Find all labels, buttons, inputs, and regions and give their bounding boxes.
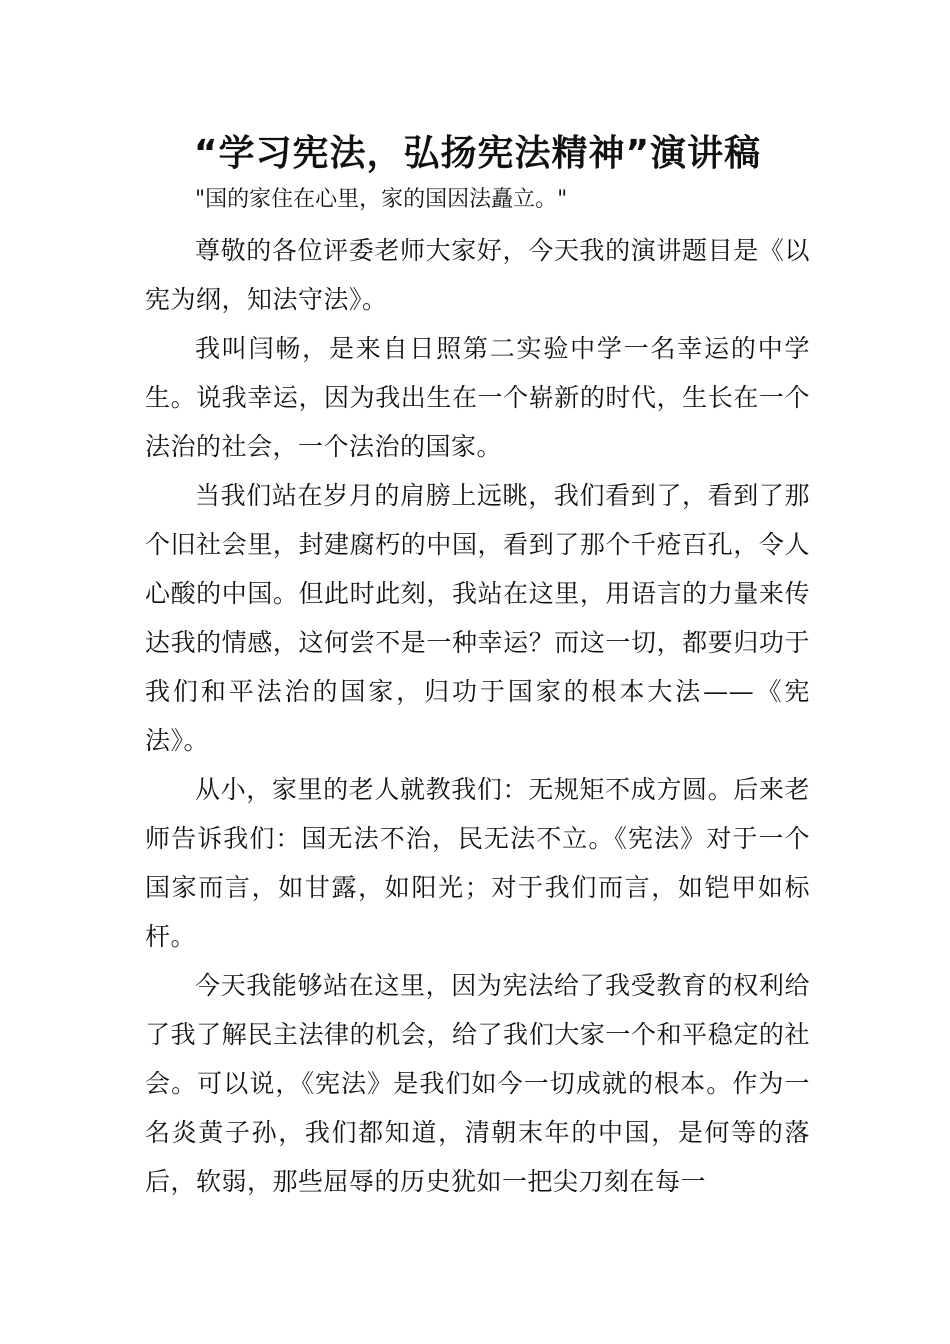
document-body <box>145 226 810 1206</box>
epigraph: "国的家住在心里，家的国因法矗立。" <box>195 187 568 212</box>
paragraph: 从小，家里的老人就教我们：无规矩不成方圆。后来老师告诉我们：国无法不治，民无法不立。《宪法》对于一个国家而言，如甘露，如阳光；对于我们而言，如铠甲如标杆。 <box>145 775 810 951</box>
document-title: “学习宪法，弘扬宪法精神”演讲稿 <box>193 133 762 174</box>
paragraph: 尊敬的各位评委老师大家好，今天我的演讲题目是《以宪为纲，知法守法》。 <box>145 236 810 314</box>
paragraph: 今天我能够站在这里，因为宪法给了我受教育的权利给了我了解民主法律的机会，给了我们大家一个和平稳定的社会。可以说，《宪法》是我们如今一切成就的根本。作为一名炎黄子孙，我们都知道，清朝末年的中国，是何等的落后，软弱，那些屈辱的历史犹如一把尖刀刻在每一 <box>145 971 810 1196</box>
paragraph: 当我们站在岁月的肩膀上远眺，我们看到了，看到了那个旧社会里，封建腐朽的中国，看到了那个千疮百孔，令人心酸的中国。但此时此刻，我站在这里，用语言的力量来传达我的情感，这何尝不是一种幸运？而这一切，都要归功于我们和平法治的国家，归功于国家的根本大法——《宪法》。 <box>145 481 810 755</box>
paragraph: 我叫闫畅，是来自日照第二实验中学一名幸运的中学生。说我幸运，因为我出生在一个崭新的时代，生长在一个法治的社会，一个法治的国家。 <box>145 334 810 461</box>
